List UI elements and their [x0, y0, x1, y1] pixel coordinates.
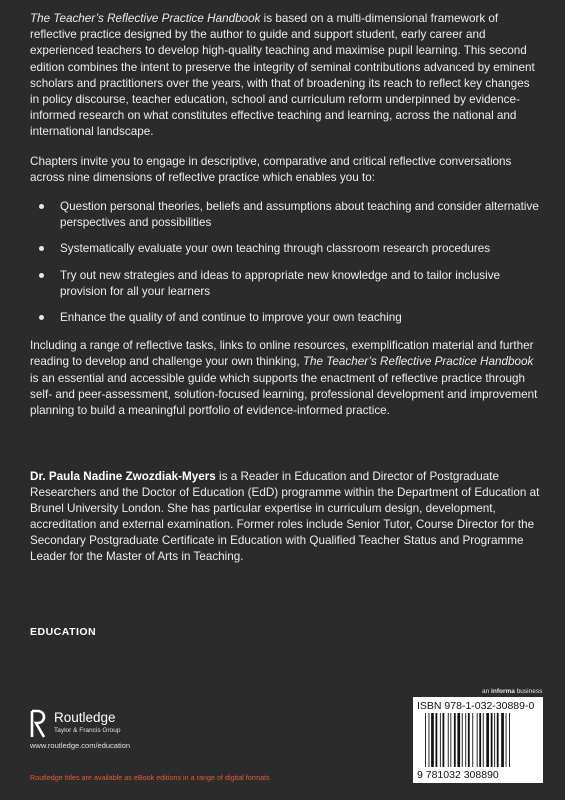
bullet-list: [30, 199, 540, 326]
blurb-paragraph-1-text: is based on a multi-dimensional framework of reflective practice designed by the author to guide and support student, early career and experienced teachers to develop high-quality teaching and maximise pupil learning. This second edition combines the intent to preserve the integrity of seminal contributions advanced by eminent scholars and practitioners over the years, with that of broadening its reach to reflect key changes in policy discourse, teacher education, school and curriculum reform underpinned by evidence-informed research on what constitutes effective teaching and learning, across the national and international landscape.: [30, 12, 535, 139]
barcode-bar: [450, 713, 451, 767]
barcode-bar: [509, 713, 510, 767]
list-item: [30, 241, 540, 257]
back-cover-blurb: [30, 11, 540, 432]
routledge-logo-icon: [30, 709, 48, 739]
barcode-bar: [462, 713, 463, 767]
informa-brand: informa: [491, 688, 515, 695]
bullet-icon: [39, 273, 44, 278]
publisher-website: www.routledge.com/education: [30, 741, 131, 750]
blurb-paragraph-3-end: is an essential and accessible guide which supports the enactment of reflective practice through self- and peer-assessment, solution-focused learning, professional development and improvement planning to build a meaningful portfolio of evidence-informed practice.: [30, 371, 538, 418]
barcode-bar: [479, 713, 481, 767]
isbn-digits: 9 781032 308890: [417, 769, 499, 781]
list-item-text: Try out new strategies and ideas to appropriate new knowledge and to tailor inclusive provision for all your learners: [60, 268, 501, 298]
bullet-icon: [39, 204, 44, 209]
subject-category: EDUCATION: [30, 626, 97, 638]
isbn-barcode: [413, 697, 543, 783]
list-item-text: Enhance the quality of and continue to improve your own teaching: [60, 311, 402, 325]
informa-prefix: an: [482, 688, 492, 695]
informa-suffix: business: [514, 688, 543, 695]
blurb-paragraph-3: [30, 338, 540, 419]
isbn-label: ISBN 978-1-032-30889-0: [417, 700, 535, 712]
barcode-bar: [472, 713, 473, 767]
list-item-text: Question personal theories, beliefs and assumptions about teaching and consider alternative perspectives and possibilities: [60, 200, 539, 230]
bullet-icon: [39, 315, 44, 320]
ebook-note: Routledge titles are available as eBook editions in a range of digital formats: [30, 773, 270, 782]
list-item: [30, 199, 540, 231]
list-item: [30, 310, 540, 326]
barcode-bar: [506, 713, 507, 767]
author-bio-text: is a Reader in Education and Director of Postgraduate Researchers and the Doctor of Education (EdD) programme within the Department of Education at Brunel University London. She has particular expertise in curriculum design, development, accreditation and external examination. Former roles include Senior Tutor, Course Director for the Secondary Postgraduate Certificate in Education with Qualified Teacher Status and Programme Leader for the Master of Arts in Teaching.: [30, 470, 540, 564]
barcode-bar: [501, 713, 504, 767]
barcode-bar: [494, 713, 495, 767]
blurb-paragraph-3-start: Including a range of reflective tasks, links to online resources, exemplification material and further reading to develop and challenge your own thinking,: [30, 339, 534, 369]
barcode-bar: [497, 713, 499, 767]
barcode-icon: [415, 713, 541, 781]
informa-business-label: [482, 688, 542, 695]
barcode-bar: [454, 713, 456, 767]
barcode-bar: [486, 713, 489, 767]
barcode-bar: [425, 713, 426, 767]
barcode-bar: [465, 713, 466, 767]
barcode-bar: [429, 713, 430, 767]
barcode-bar: [443, 713, 445, 767]
list-item-text: Systematically evaluate your own teaching through classroom research procedures: [60, 242, 491, 256]
author-name: Dr. Paula Nadine Zwozdiak-Myers: [30, 470, 216, 483]
blurb-paragraph-1: [30, 11, 540, 141]
barcode-bar: [483, 713, 484, 767]
barcode-bar: [468, 713, 470, 767]
bullet-icon: [39, 246, 44, 251]
publisher-tagline: Taylor & Francis Group: [54, 727, 121, 734]
barcode-bar: [457, 713, 460, 767]
publisher-name: Routledge: [54, 710, 116, 725]
book-title: The Teacher’s Reflective Practice Handbook: [30, 12, 261, 25]
barcode-bar: [448, 713, 449, 767]
book-title: The Teacher’s Reflective Practice Handbook: [302, 355, 534, 369]
barcode-bar: [440, 713, 441, 767]
barcode-bar: [477, 713, 478, 767]
blurb-paragraph-2: Chapters invite you to engage in descriptive, comparative and critical reflective conversations across nine dimensions of reflective practice which enables you to:: [30, 154, 512, 184]
author-bio: [30, 469, 540, 566]
barcode-bar: [431, 713, 434, 767]
list-item: [30, 268, 540, 300]
barcode-bar: [436, 713, 438, 767]
barcode-bar: [491, 713, 493, 767]
